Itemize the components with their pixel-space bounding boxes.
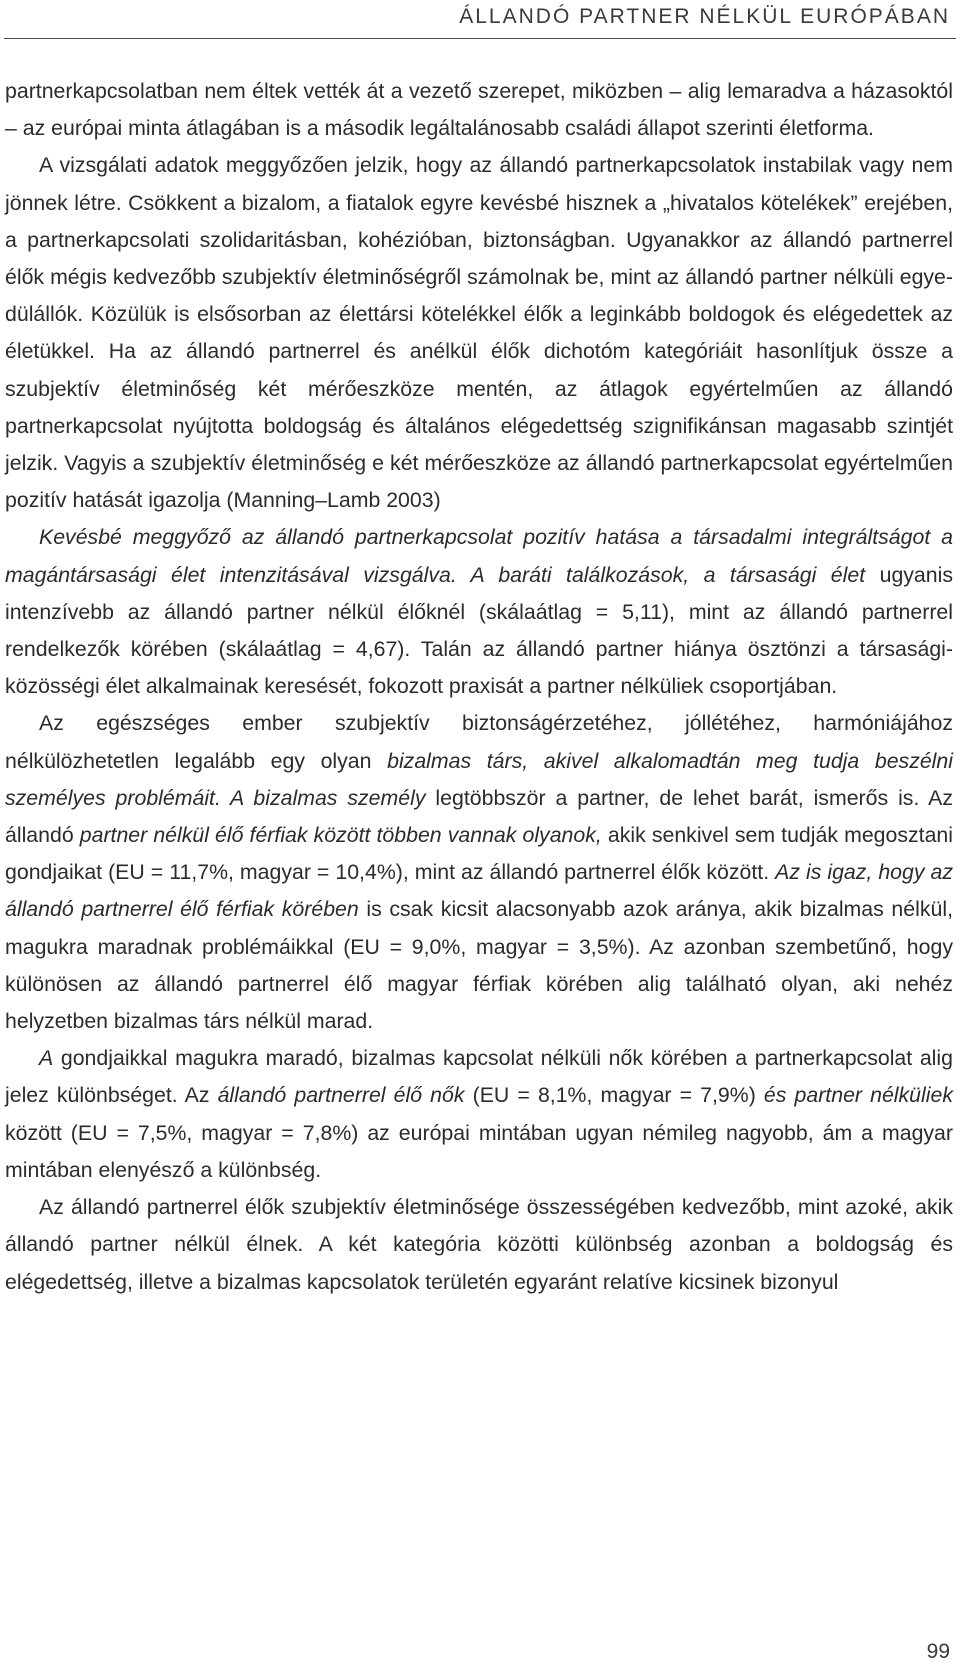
text-run: között (EU = 7,5%, magyar = 7,8%) az európai mintában ugyan némileg nagyobb, ám a magyar mintában elenyésző a különbség. bbox=[5, 1120, 953, 1182]
page-number: 99 bbox=[926, 1640, 950, 1663]
paragraph bbox=[5, 73, 953, 147]
text-run: is csak kicsit alacsonyabb azok aránya, akik bizalmas nélkül, magukra maradnak problémáikkal (EU = 9,0%, magyar = 3,5%). Az azonban szembetűnő, hogy különösen az állandó partnerrel élő magyar férfiak körében alig található olyan, aki nehéz helyzetben bizalmas társ nélkül marad. bbox=[5, 897, 953, 1034]
paragraph bbox=[5, 519, 953, 705]
emphasized-text: és partner nélküliek bbox=[763, 1083, 953, 1108]
body-text bbox=[5, 73, 953, 1301]
emphasized-text: Az is igaz, hogy az állandó partnerrel élő férfiak körében bbox=[5, 860, 954, 922]
paragraph bbox=[5, 1189, 953, 1301]
emphasized-text: Kevésbé meggyőző az állandó partnerkapcsolat pozitív hatása a társadalmi integráltságot a magántársasági élet intenzitásával vizsgálva. A baráti találkozások, a társasági élet bbox=[5, 525, 953, 587]
text-run: legtöbbször a partner, de lehet barát, ismerős is. Az állandó bbox=[5, 785, 953, 848]
text-run: partnerkapcsolatban nem éltek vették át a vezető szerepet, miközben – alig lemaradva a házasoktól – az európai minta átlagában is a második legáltalánosabb családi állapot szerinti életforma. bbox=[5, 79, 953, 141]
text-run: (EU = 8,1%, magyar = 7,9%) bbox=[464, 1083, 764, 1108]
text-run: gondjaikkal magukra maradó, bizalmas kapcsolat nélküli nők körében a partnerkapcsolat alig jelez különbséget. Az bbox=[5, 1046, 953, 1108]
emphasized-text: A bbox=[39, 1046, 54, 1071]
emphasized-text: állandó partnerrel élő nők bbox=[217, 1083, 465, 1108]
emphasized-text: partner nélkül élő férfiak között többen vannak olyanok, bbox=[79, 823, 602, 848]
paragraph bbox=[5, 705, 953, 1040]
text-run: akik senkivel sem tudják megosztani gondjaikat (EU = 11,7%, magyar = 10,4%), mint az állandó partnerrel élők között. bbox=[5, 823, 953, 885]
text-run: ugyanis intenzívebb az állandó partner nélkül élőknél (skálaátlag = 5,11), mint az állandó partnerrel rendelkezők körében (skálaátlag = 4,67). Talán az állandó partner hiánya ösztönzi a társasági-közösségi élet alkalmainak keresését, fokozott praxisát a partner nélküliek csoportjában. bbox=[5, 562, 954, 699]
text-run: Az egészséges ember szubjektív biztonságérzetéhez, jóllétéhez, harmóniájához nélkülözhetetlen legalább egy olyan bbox=[5, 711, 953, 773]
paragraph bbox=[5, 147, 953, 519]
header-divider bbox=[4, 38, 956, 39]
text-run: A vizsgálati adatok meggyőzően jelzik, hogy az állandó partnerkapcsolatok instabilak vagy nem jönnek létre. Csökkent a bizalom, a fiatalok egyre kevésbé hisznek a „hivatalos kötelékek” erejében, a partnerkapcsolati szolidaritásban, kohézióban, biztonságban. Ugyanakkor az állandó partnerrel élők mégis kedvezőbb szubjektív életminőségről számolnak be, mint az állandó partner nélküli egyedülállók. Közülük is elsősorban az élettársi kötelékkel élők a leginkább boldogok és elégedettek az életükkel. Ha az állandó partnerrel és anélkül élők dichotóm kategóriáit hasonlítjuk össze a szubjektív életminőség két mérőeszköze mentén, az átlagok egyértelműen az állandó partnerkapcsolat nyújtotta boldogság és általános elégedettség szignifikánsan magasabb szintjét jelzik. Vagyis a szubjektív életminőség e két mérőeszköze az állandó partnerkapcsolat egyértelműen pozitív hatását igazolja (Manning–Lamb 2003) bbox=[5, 153, 953, 513]
text-run: Az állandó partnerrel élők szubjektív életminősége összességében kedvezőbb, mint azoké, akik állandó partner nélkül élnek. A két kategória közötti különbség azonban a boldogság és elégedettség, illetve a bizalmas kapcsolatok területén egyaránt relatíve kicsinek bizonyul bbox=[5, 1195, 953, 1294]
running-header: ÁLLANDÓ PARTNER NÉLKÜL EURÓPÁBAN bbox=[459, 5, 950, 28]
emphasized-text: bizalmas társ, akivel alkalomadtán meg tudja beszélni személyes problémáit. A bizalmas személy bbox=[5, 748, 953, 810]
paragraph bbox=[5, 1040, 953, 1189]
